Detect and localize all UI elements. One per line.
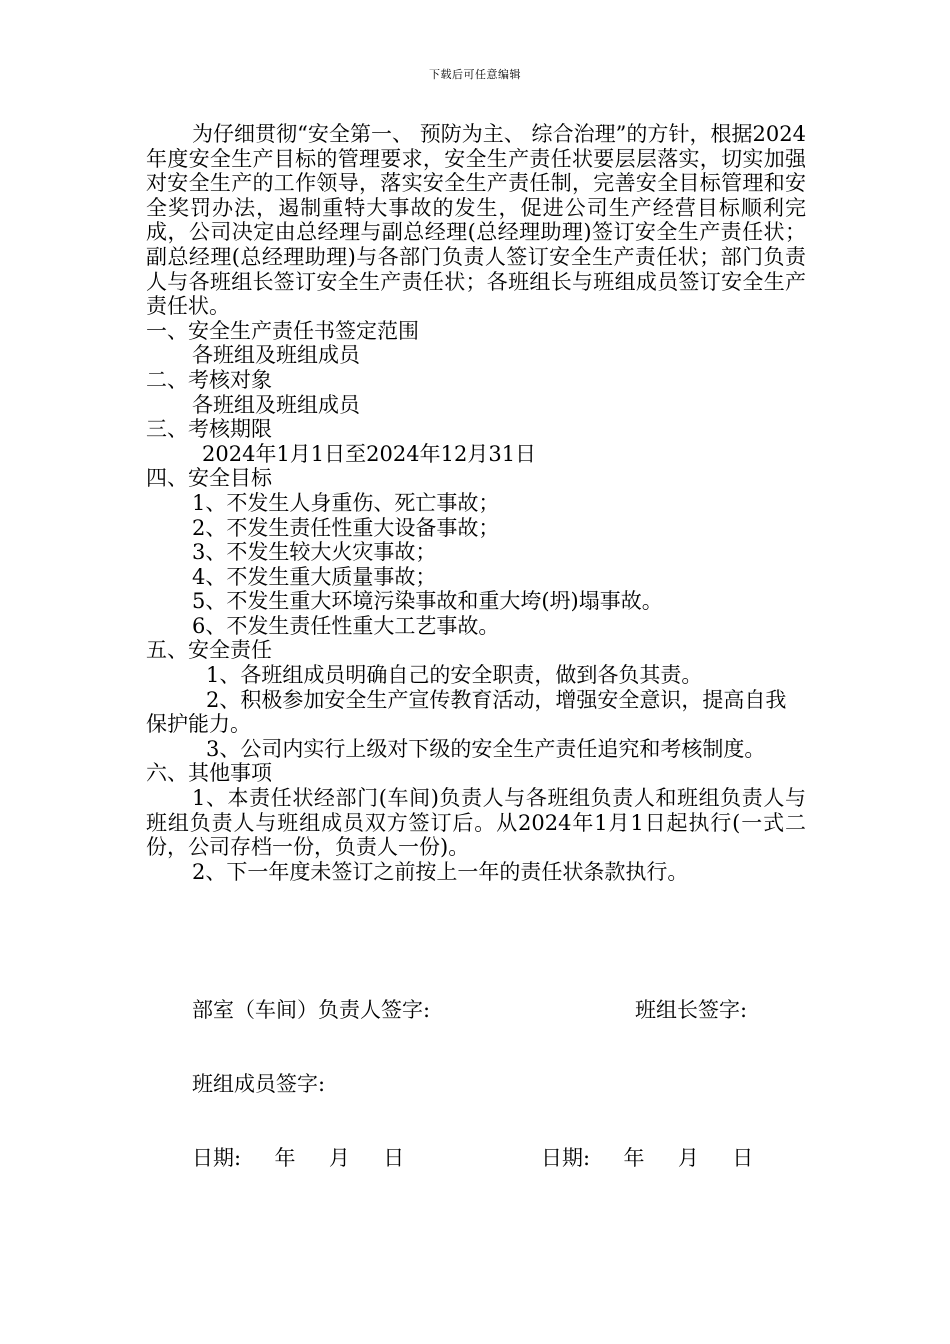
safety-duty-item: 3、公司内实行上级对下级的安全生产责任追究和考核制度。 (206, 736, 766, 761)
safety-goal-item: 2、不发生责任性重大设备事故； (192, 515, 500, 540)
dept-head-signature-label: 部室（车间）负责人签字: (192, 998, 431, 1022)
safety-goal-item: 3、不发生较大火灾事故； (192, 540, 437, 565)
date-right-label: 日期: 年 月 日 (541, 1146, 754, 1170)
date-left-label: 日期: 年 月 日 (192, 1146, 405, 1170)
safety-goal-item: 6、不发生责任性重大工艺事故。 (192, 613, 500, 638)
section-3-heading: 三、考核期限 (146, 417, 272, 442)
safety-goal-item: 1、不发生人身重伤、死亡事故； (192, 490, 500, 515)
section-1-content: 各班组及班组成员 (192, 343, 360, 368)
safety-goal-item: 5、不发生重大环境污染事故和重大垮(坍)塌事故。 (192, 589, 663, 614)
section-2-content: 各班组及班组成员 (192, 392, 360, 417)
other-matter-item: 1、本责任状经部门(车间)负责人与各班组负责人和班组负责人与班组负责人与班组成员双方签订后。从2024年1月1日起执行(一式二份，公司存档一份，负责人一份)。 (146, 786, 806, 860)
team-leader-signature-label: 班组长签字: (635, 998, 748, 1022)
page-header: 下载后可任意编辑 (429, 68, 521, 81)
section-3-content: 2024年1月1日至2024年12月31日 (202, 441, 537, 466)
safety-duty-item: 1、各班组成员明确自己的安全职责，做到各负其责。 (206, 663, 703, 688)
section-4-heading: 四、安全目标 (146, 466, 272, 491)
section-2-heading: 二、考核对象 (146, 367, 272, 392)
other-matter-item: 2、下一年度未签订之前按上一年的责任状条款执行。 (192, 859, 689, 884)
section-1-heading: 一、安全生产责任书签定范围 (146, 318, 419, 343)
member-signature-label: 班组成员签字: (192, 1072, 326, 1096)
safety-duty-item: 2、积极参加安全生产宣传教育活动，增强安全意识，提高自我保护能力。 (146, 687, 787, 737)
section-6-heading: 六、其他事项 (146, 761, 272, 786)
safety-goal-item: 4、不发生重大质量事故； (192, 564, 437, 589)
document-body (146, 122, 806, 884)
intro-paragraph: 为仔细贯彻“安全第一、 预防为主、 综合治理”的方针，根据2024年度安全生产目标的管理要求，安全生产责任状要层层落实，切实加强对安全生产的工作领导，落实安全生产责任制，完善安全目标管理和安全奖罚办法，遏制重特大事故的发生，促进公司生产经营目标顺利完成，公司决定由总经理与副总经理(总经理助理)签订安全生产责任状；副总经理(总经理助理)与各部门负责人签订安全生产责任状；部门负责人与各班组长签订安全生产责任状；各班组长与班组成员签订安全生产责任状。 (146, 122, 806, 319)
section-5-heading: 五、安全责任 (146, 638, 272, 663)
